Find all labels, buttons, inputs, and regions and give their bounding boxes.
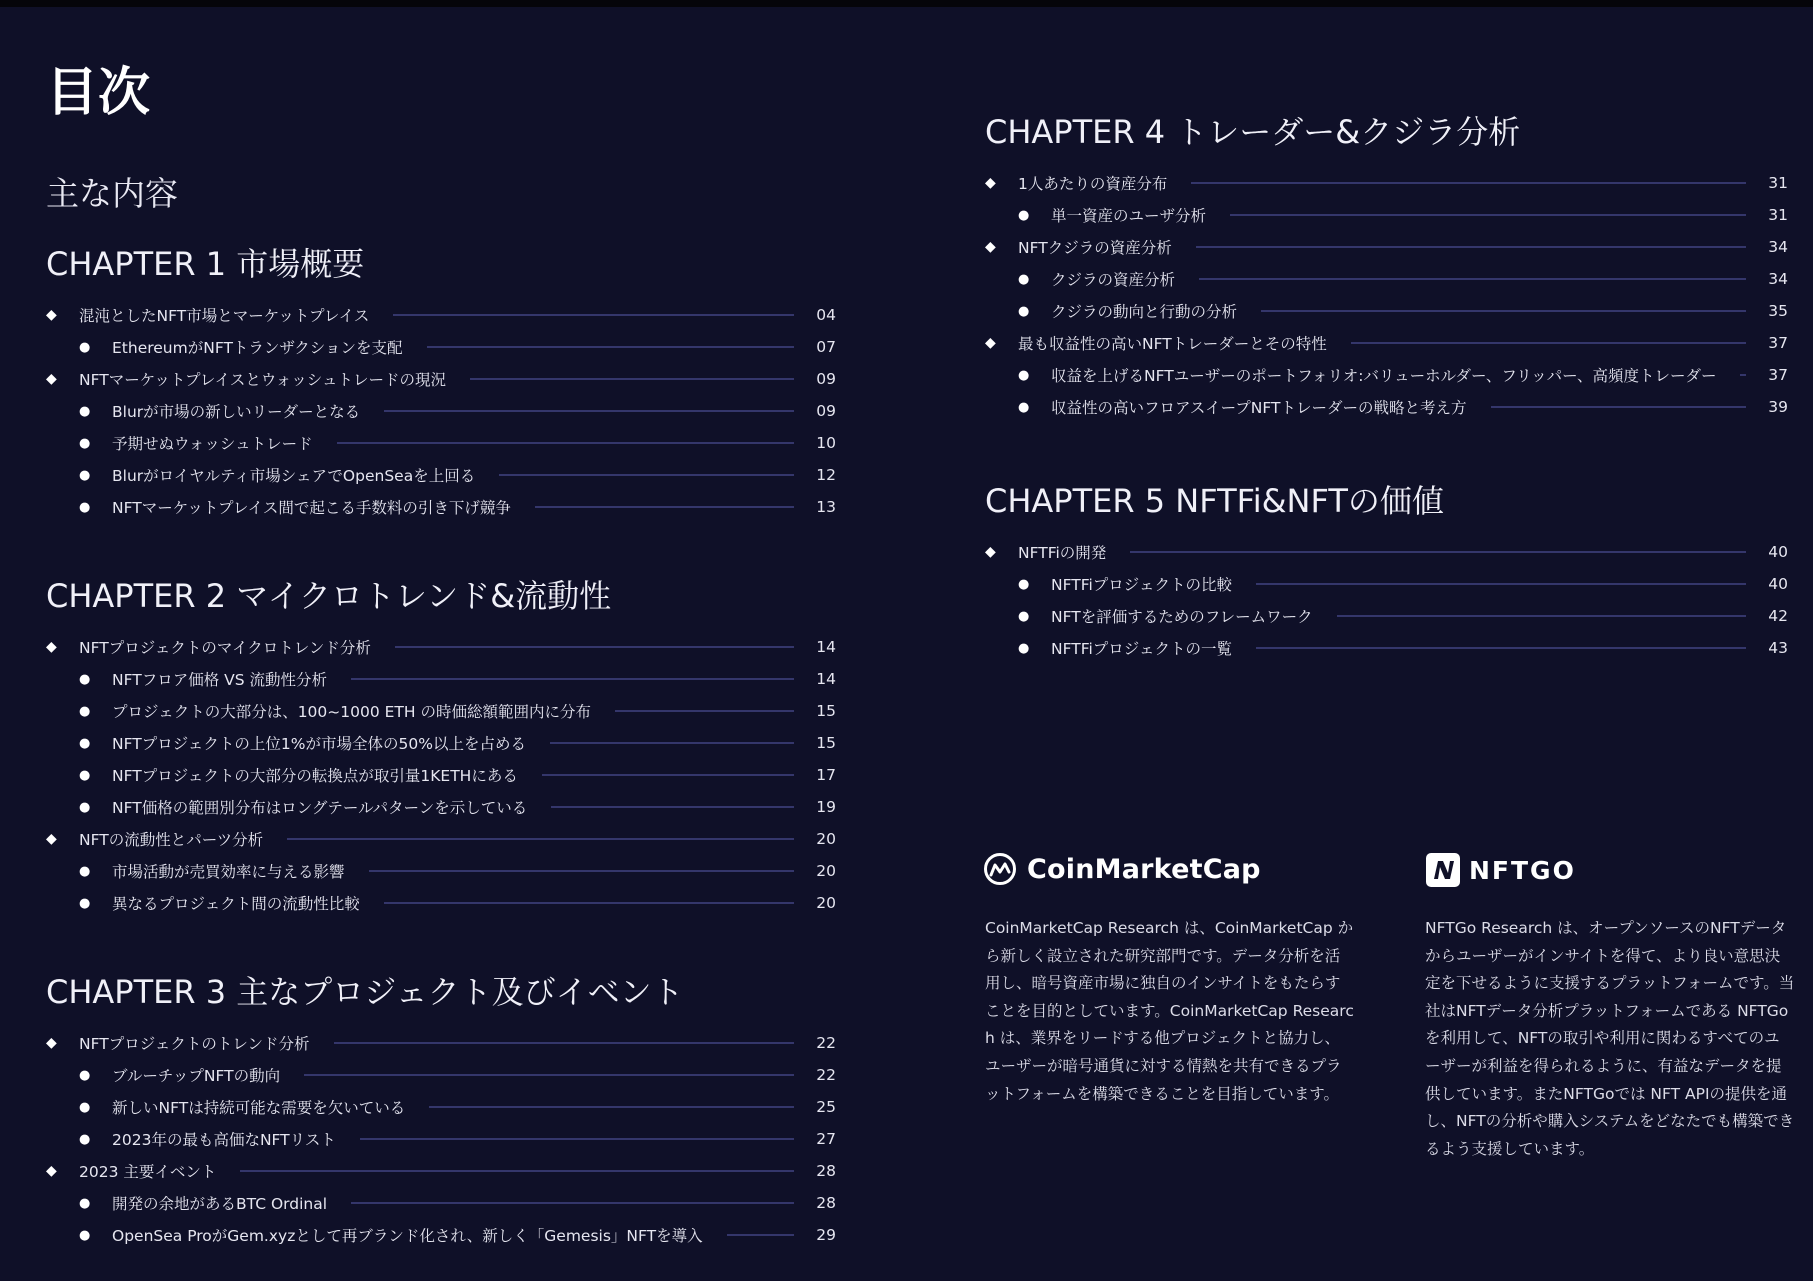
- toc-page-number: 13: [816, 498, 836, 516]
- toc-page-number: 17: [816, 766, 836, 784]
- toc-page-number: 15: [816, 734, 836, 752]
- toc-subsection-item[interactable]: [46, 695, 836, 727]
- leader-line: [240, 1170, 794, 1172]
- toc-section-item[interactable]: [46, 823, 836, 855]
- toc-item-label: EthereumがNFTトランザクションを支配: [112, 339, 403, 357]
- leader-line: [1491, 406, 1746, 408]
- leader-line: [542, 774, 794, 776]
- toc-subsection-item[interactable]: [985, 359, 1788, 391]
- leader-line: [369, 870, 794, 872]
- toc-subsection-item[interactable]: [46, 1187, 836, 1219]
- leader-line: [351, 678, 794, 680]
- toc-item-label: NFTプロジェクトの上位1%が市場全体の50%以上を占める: [112, 735, 526, 753]
- leader-line: [1740, 374, 1746, 376]
- diamond-bullet-icon: ◆: [46, 831, 57, 847]
- toc-subsection-item[interactable]: [46, 395, 836, 427]
- leader-line: [337, 442, 794, 444]
- leader-line: [429, 1106, 794, 1108]
- toc-item-label: NFTフロア価格 VS 流動性分析: [112, 671, 328, 689]
- toc-section-item[interactable]: [46, 1027, 836, 1059]
- toc-page-number: 14: [816, 670, 836, 688]
- diamond-bullet-icon: ◆: [985, 335, 996, 351]
- toc-subsection-item[interactable]: [46, 663, 836, 695]
- dot-bullet-icon: ●: [1018, 640, 1030, 656]
- toc-item-label: NFTプロジェクトのマイクロトレンド分析: [79, 639, 371, 657]
- toc-subsection-item[interactable]: [46, 727, 836, 759]
- toc-page-number: 22: [816, 1034, 836, 1052]
- toc-page-number: 20: [816, 862, 836, 880]
- coinmarketcap-name: CoinMarketCap: [1027, 853, 1261, 885]
- dot-bullet-icon: ●: [79, 1227, 91, 1243]
- leader-line: [393, 314, 794, 316]
- diamond-bullet-icon: ◆: [46, 1035, 57, 1051]
- coinmarketcap-logo: [983, 852, 1261, 886]
- dot-bullet-icon: ●: [79, 799, 91, 815]
- toc-page-number: 42: [1768, 607, 1788, 625]
- dot-bullet-icon: ●: [1018, 207, 1030, 223]
- nftgo-logo-icon: [1425, 852, 1461, 888]
- toc-item-label: クジラの資産分析: [1051, 271, 1176, 289]
- toc-subsection-item[interactable]: [985, 568, 1788, 600]
- toc-item-label: 1人あたりの資産分布: [1018, 175, 1168, 193]
- toc-subsection-item[interactable]: [46, 855, 836, 887]
- dot-bullet-icon: ●: [79, 339, 91, 355]
- toc-subsection-item[interactable]: [985, 199, 1788, 231]
- chapter-1: [46, 242, 836, 523]
- diamond-bullet-icon: ◆: [46, 639, 57, 655]
- toc-item-label: NFTの流動性とパーツ分析: [79, 831, 264, 849]
- dot-bullet-icon: ●: [79, 895, 91, 911]
- leader-line: [1196, 246, 1746, 248]
- toc-item-label: 最も収益性の高いNFTトレーダーとその特性: [1018, 335, 1327, 353]
- toc-page-number: 37: [1768, 366, 1788, 384]
- toc-page-number: 35: [1768, 302, 1788, 320]
- dot-bullet-icon: ●: [1018, 608, 1030, 624]
- toc-item-label: NFTを評価するためのフレームワーク: [1051, 608, 1313, 626]
- toc-subsection-item[interactable]: [985, 263, 1788, 295]
- toc-subsection-item[interactable]: [46, 331, 836, 363]
- toc-page-number: 15: [816, 702, 836, 720]
- dot-bullet-icon: ●: [79, 1131, 91, 1147]
- chapter-2: [46, 574, 836, 919]
- toc-subsection-item[interactable]: [46, 1123, 836, 1155]
- toc-page-number: 37: [1768, 334, 1788, 352]
- toc-page-number: 14: [816, 638, 836, 656]
- dot-bullet-icon: ●: [79, 767, 91, 783]
- toc-section-item[interactable]: [46, 363, 836, 395]
- page-subtitle: 主な内容: [46, 174, 178, 213]
- dot-bullet-icon: ●: [79, 863, 91, 879]
- leader-line: [1130, 551, 1746, 553]
- leader-line: [1256, 583, 1746, 585]
- toc-item-label: NFTプロジェクトのトレンド分析: [79, 1035, 310, 1053]
- dot-bullet-icon: ●: [79, 403, 91, 419]
- toc-item-label: 混沌としたNFT市場とマーケットプレイス: [79, 307, 370, 325]
- dot-bullet-icon: ●: [79, 467, 91, 483]
- dot-bullet-icon: ●: [79, 671, 91, 687]
- leader-line: [304, 1074, 794, 1076]
- toc-item-label: 異なるプロジェクト間の流動性比較: [112, 895, 360, 913]
- dot-bullet-icon: ●: [1018, 576, 1030, 592]
- coinmarketcap-logo-icon: [983, 852, 1017, 886]
- toc-page-number: 09: [816, 402, 836, 420]
- dot-bullet-icon: ●: [79, 1195, 91, 1211]
- leader-line: [351, 1202, 794, 1204]
- chapter-title: CHAPTER 1 市場概要: [46, 245, 365, 283]
- leader-line: [384, 410, 794, 412]
- toc-subsection-item[interactable]: [46, 459, 836, 491]
- toc-item-label: NFT価格の範囲別分布はロングテールパターンを示している: [112, 799, 528, 817]
- leader-line: [1256, 647, 1746, 649]
- toc-section-item[interactable]: [985, 327, 1788, 359]
- toc-section-item[interactable]: [46, 1155, 836, 1187]
- toc-item-label: Blurがロイヤルティ市場シェアでOpenSeaを上回る: [112, 467, 476, 485]
- toc-item-label: 開発の余地があるBTC Ordinal: [112, 1195, 328, 1213]
- toc-item-label: 収益を上げるNFTユーザーのポートフォリオ:バリューホルダー、フリッパー、高頻度トレーダー: [1051, 367, 1717, 385]
- chapter-title: CHAPTER 5 NFTFi&NFTの価値: [985, 482, 1444, 520]
- diamond-bullet-icon: ◆: [46, 371, 57, 387]
- toc-page-number: 19: [816, 798, 836, 816]
- toc-page-number: 40: [1768, 543, 1788, 561]
- toc-page-number: 40: [1768, 575, 1788, 593]
- toc-subsection-item[interactable]: [985, 600, 1788, 632]
- toc-page-number: 28: [816, 1162, 836, 1180]
- toc-item-label: NFTクジラの資産分析: [1018, 239, 1172, 257]
- leader-line: [1351, 342, 1746, 344]
- dot-bullet-icon: ●: [79, 735, 91, 751]
- toc-page-number: 31: [1768, 174, 1788, 192]
- toc-page-number: 10: [816, 434, 836, 452]
- nftgo-description: NFTGo Research は、オープンソースのNFTデータからユーザーがインサイトを得て、より良い意思決定を下せるように支援するプラットフォームです。当社はNFTデータ分析プラットフォームである NFTGoを利用して、NFTの取引や利用に関わるすべてのユーザーが利益を得られるように、有益なデータを提供しています。またNFTGoでは NFT APIの提供を通し、NFTの分析や購入システムをどなたでも構築できるよう支援しています。: [1425, 919, 1795, 1158]
- chapter-4: [985, 110, 1788, 423]
- toc-item-label: 2023年の最も高価なNFTリスト: [112, 1131, 336, 1149]
- chapter-title: CHAPTER 4 トレーダー&クジラ分析: [985, 113, 1521, 151]
- leader-line: [395, 646, 794, 648]
- diamond-bullet-icon: ◆: [985, 239, 996, 255]
- toc-item-label: NFTFiの開発: [1018, 544, 1107, 562]
- toc-item-label: NFTプロジェクトの大部分の転換点が取引量1KETHにある: [112, 767, 518, 785]
- toc-page-number: 43: [1768, 639, 1788, 657]
- toc-item-label: 単一資産のユーザ分析: [1051, 207, 1207, 225]
- leader-line: [727, 1234, 794, 1236]
- toc-subsection-item[interactable]: [46, 1059, 836, 1091]
- dot-bullet-icon: ●: [1018, 303, 1030, 319]
- page-title: 目次: [46, 63, 151, 123]
- toc-section-item[interactable]: [985, 167, 1788, 199]
- toc-item-label: Blurが市場の新しいリーダーとなる: [112, 403, 361, 421]
- toc-item-label: NFTマーケットプレイス間で起こる手数料の引き下げ競争: [112, 499, 511, 517]
- diamond-bullet-icon: ◆: [46, 307, 57, 323]
- toc-subsection-item[interactable]: [985, 295, 1788, 327]
- toc-item-label: 予期せぬウォッシュトレード: [112, 435, 313, 453]
- toc-section-item[interactable]: [985, 536, 1788, 568]
- toc-page-number: 09: [816, 370, 836, 388]
- toc-section-item[interactable]: [985, 231, 1788, 263]
- toc-subsection-item[interactable]: [985, 391, 1788, 423]
- toc-page-number: 28: [816, 1194, 836, 1212]
- dot-bullet-icon: ●: [79, 1099, 91, 1115]
- leader-line: [1191, 182, 1746, 184]
- toc-section-item[interactable]: [46, 299, 836, 331]
- toc-section-item[interactable]: [46, 631, 836, 663]
- leader-line: [287, 838, 794, 840]
- leader-line: [427, 346, 795, 348]
- leader-line: [384, 902, 794, 904]
- nftgo-logo: [1425, 852, 1576, 888]
- leader-line: [470, 378, 794, 380]
- toc-subsection-item[interactable]: [46, 491, 836, 523]
- coinmarketcap-description: CoinMarketCap Research は、CoinMarketCap から新しく設立された研究部門です。データ分析を活用し、暗号資産市場に独自のインサイトをもたらすことを目的としています。CoinMarketCap Research は、業界をリードする他プロジェクトと協力し、ユーザーが暗号通貨に対する情熱を共有できるプラットフォームを構築できることを目指しています。: [985, 919, 1354, 1103]
- leader-line: [360, 1138, 794, 1140]
- leader-line: [1261, 310, 1746, 312]
- toc-page-number: 31: [1768, 206, 1788, 224]
- toc-page-number: 04: [816, 306, 836, 324]
- dot-bullet-icon: ●: [79, 703, 91, 719]
- top-bar: [0, 0, 1813, 7]
- toc-item-label: OpenSea ProがGem.xyzとして再ブランド化され、新しく「Gemesis」NFTを導入: [112, 1227, 703, 1245]
- toc-item-label: 収益性の高いフロアスイープNFTトレーダーの戦略と考え方: [1051, 399, 1467, 417]
- toc-page-number: 39: [1768, 398, 1788, 416]
- toc-page-number: 12: [816, 466, 836, 484]
- toc-page-number: 20: [816, 830, 836, 848]
- dot-bullet-icon: ●: [1018, 367, 1030, 383]
- leader-line: [1230, 214, 1746, 216]
- leader-line: [615, 710, 794, 712]
- toc-subsection-item[interactable]: [985, 632, 1788, 664]
- toc-page-number: 29: [816, 1226, 836, 1244]
- diamond-bullet-icon: ◆: [46, 1163, 57, 1179]
- toc-item-label: ブルーチップNFTの動向: [112, 1067, 281, 1085]
- dot-bullet-icon: ●: [79, 1067, 91, 1083]
- leader-line: [551, 806, 794, 808]
- leader-line: [334, 1042, 794, 1044]
- toc-item-label: プロジェクトの大部分は、100~1000 ETH の時価総額範囲内に分布: [112, 703, 591, 721]
- toc-page-number: 25: [816, 1098, 836, 1116]
- toc-item-label: クジラの動向と行動の分析: [1051, 303, 1238, 321]
- leader-line: [499, 474, 794, 476]
- toc-item-label: 新しいNFTは持続可能な需要を欠いている: [112, 1099, 406, 1117]
- leader-line: [1199, 278, 1746, 280]
- toc-subsection-item[interactable]: [46, 1219, 836, 1251]
- toc-subsection-item[interactable]: [46, 887, 836, 919]
- toc-subsection-item[interactable]: [46, 759, 836, 791]
- toc-item-label: NFTFiプロジェクトの一覧: [1051, 640, 1232, 658]
- diamond-bullet-icon: ◆: [985, 544, 996, 560]
- diamond-bullet-icon: ◆: [985, 175, 996, 191]
- toc-item-label: 市場活動が売買効率に与える影響: [112, 863, 345, 881]
- toc-item-label: NFTFiプロジェクトの比較: [1051, 576, 1232, 594]
- dot-bullet-icon: ●: [79, 435, 91, 451]
- leader-line: [535, 506, 794, 508]
- toc-page-number: 07: [816, 338, 836, 356]
- dot-bullet-icon: ●: [79, 499, 91, 515]
- chapter-title: CHAPTER 3 主なプロジェクト及びイベント: [46, 973, 684, 1011]
- toc-subsection-item[interactable]: [46, 427, 836, 459]
- toc-item-label: 2023 主要イベント: [79, 1163, 217, 1181]
- toc-item-label: NFTマーケットプレイスとウォッシュトレードの現況: [79, 371, 446, 389]
- leader-line: [1337, 615, 1746, 617]
- toc-page-number: 20: [816, 894, 836, 912]
- toc-page-number: 34: [1768, 270, 1788, 288]
- dot-bullet-icon: ●: [1018, 399, 1030, 415]
- toc-page-number: 22: [816, 1066, 836, 1084]
- toc-subsection-item[interactable]: [46, 1091, 836, 1123]
- toc-subsection-item[interactable]: [46, 791, 836, 823]
- chapter-title: CHAPTER 2 マイクロトレンド&流動性: [46, 577, 612, 615]
- chapter-5: [985, 479, 1788, 664]
- toc-page-number: 34: [1768, 238, 1788, 256]
- chapter-3: [46, 970, 836, 1251]
- leader-line: [550, 742, 794, 744]
- toc-page-number: 27: [816, 1130, 836, 1148]
- dot-bullet-icon: ●: [1018, 271, 1030, 287]
- nftgo-name: NFTGO: [1469, 855, 1576, 885]
